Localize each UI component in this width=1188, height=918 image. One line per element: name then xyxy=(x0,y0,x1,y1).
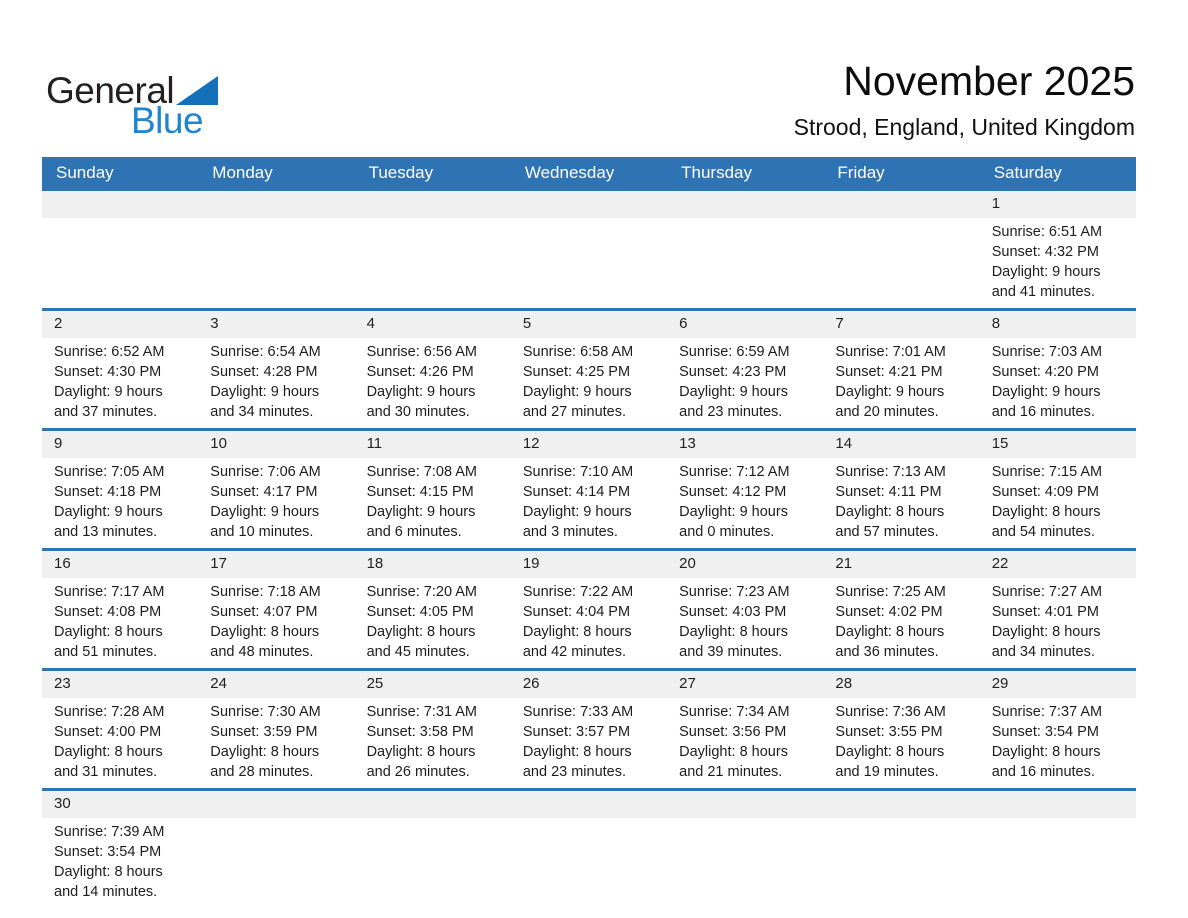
day-number: 11 xyxy=(366,435,383,452)
calendar-day-cell xyxy=(42,818,198,908)
daylight-text-line2: and 45 minutes. xyxy=(366,644,470,660)
sunset-text: Sunset: 4:09 PM xyxy=(991,484,1099,500)
sunset-text: Sunset: 4:23 PM xyxy=(679,364,787,380)
daylight-text-line2: and 34 minutes. xyxy=(991,644,1095,660)
calendar-day-cell xyxy=(355,578,511,668)
sunset-text: Sunset: 4:25 PM xyxy=(522,364,631,380)
daylight-text-line1: Daylight: 9 hours xyxy=(835,384,945,400)
daylight-text-line1: Daylight: 8 hours xyxy=(54,624,163,640)
sunset-text: Sunset: 4:00 PM xyxy=(54,724,162,740)
sunrise-text: Sunrise: 6:58 AM xyxy=(522,344,634,360)
calendar-day-cell xyxy=(667,578,823,668)
daylight-text-line2: and 34 minutes. xyxy=(210,404,314,420)
daylight-text-line1: Daylight: 8 hours xyxy=(54,744,163,760)
calendar-day-cell xyxy=(667,458,823,548)
sunrise-text: Sunrise: 7:10 AM xyxy=(522,464,634,480)
daylight-text-line1: Daylight: 9 hours xyxy=(679,384,788,400)
daylight-text-line2: and 41 minutes. xyxy=(991,284,1095,300)
day-number-band xyxy=(42,431,1136,458)
daylight-text-line1: Daylight: 9 hours xyxy=(54,384,163,400)
day-content-band xyxy=(42,698,1136,788)
sunset-text: Sunset: 4:28 PM xyxy=(210,364,318,380)
calendar-day-cell xyxy=(198,578,354,668)
daylight-text-line1: Daylight: 8 hours xyxy=(835,624,945,640)
daylight-text-line1: Daylight: 9 hours xyxy=(991,264,1101,280)
daylight-text-line2: and 21 minutes. xyxy=(679,764,783,780)
calendar-day-cell xyxy=(980,818,1136,908)
daylight-text-line1: Daylight: 9 hours xyxy=(991,384,1101,400)
daylight-text-line1: Daylight: 9 hours xyxy=(522,384,632,400)
daylight-text-line2: and 19 minutes. xyxy=(835,764,939,780)
calendar-day-cell xyxy=(355,338,511,428)
daylight-text-line2: and 3 minutes. xyxy=(522,524,618,540)
day-number xyxy=(511,191,667,218)
sunset-text: Sunset: 4:15 PM xyxy=(366,484,474,500)
daylight-text-line1: Daylight: 8 hours xyxy=(210,744,320,760)
day-content-band xyxy=(42,818,1136,908)
day-number xyxy=(42,191,198,218)
week-row-3 xyxy=(42,548,1136,668)
calendar-day-cell xyxy=(198,218,354,308)
day-number: 2 xyxy=(54,315,63,332)
calendar-grid xyxy=(42,157,1136,908)
daylight-text-line1: Daylight: 8 hours xyxy=(679,744,788,760)
day-number: 3 xyxy=(210,315,219,332)
daylight-text-line2: and 13 minutes. xyxy=(54,524,158,540)
sunrise-text: Sunrise: 7:01 AM xyxy=(835,344,946,360)
sunrise-text: Sunrise: 7:30 AM xyxy=(210,704,321,720)
calendar-day-cell xyxy=(980,458,1136,548)
sunset-text: Sunset: 4:08 PM xyxy=(54,604,162,620)
day-number xyxy=(355,191,511,218)
day-number xyxy=(355,791,511,818)
daylight-text-line2: and 23 minutes. xyxy=(522,764,627,780)
day-number-band xyxy=(42,551,1136,578)
sunrise-text: Sunrise: 7:17 AM xyxy=(54,584,165,600)
daylight-text-line1: Daylight: 9 hours xyxy=(366,384,476,400)
sunset-text: Sunset: 4:17 PM xyxy=(210,484,318,500)
calendar-day-cell xyxy=(42,218,198,308)
calendar-day-cell xyxy=(511,218,667,308)
week-row-1 xyxy=(42,308,1136,428)
sunset-text: Sunset: 4:14 PM xyxy=(522,484,631,500)
daylight-text-line1: Daylight: 8 hours xyxy=(991,744,1101,760)
calendar-day-cell xyxy=(198,458,354,548)
daylight-text-line2: and 6 minutes. xyxy=(366,524,462,540)
daylight-text-line1: Daylight: 8 hours xyxy=(679,624,788,640)
sunrise-text: Sunrise: 7:05 AM xyxy=(54,464,165,480)
sunrise-text: Sunrise: 7:27 AM xyxy=(991,584,1103,600)
daylight-text-line1: Daylight: 9 hours xyxy=(210,384,320,400)
sunrise-text: Sunrise: 7:03 AM xyxy=(991,344,1103,360)
sunrise-text: Sunrise: 6:52 AM xyxy=(54,344,165,360)
day-number: 25 xyxy=(366,675,384,692)
daylight-text-line2: and 51 minutes. xyxy=(54,644,158,660)
sunset-text: Sunset: 4:12 PM xyxy=(679,484,787,500)
daylight-text-line2: and 54 minutes. xyxy=(991,524,1095,540)
sunset-text: Sunset: 4:20 PM xyxy=(991,364,1099,380)
general-blue-logo xyxy=(46,72,246,147)
daylight-text-line1: Daylight: 8 hours xyxy=(366,744,476,760)
calendar-day-cell xyxy=(42,458,198,548)
sunset-text: Sunset: 3:57 PM xyxy=(522,724,631,740)
day-number xyxy=(198,191,354,218)
daylight-text-line1: Daylight: 9 hours xyxy=(522,504,632,520)
sunrise-text: Sunrise: 7:08 AM xyxy=(366,464,477,480)
calendar-day-cell xyxy=(667,218,823,308)
sunset-text: Sunset: 4:07 PM xyxy=(210,604,318,620)
week-row-0 xyxy=(42,188,1136,308)
day-number: 1 xyxy=(991,195,1001,212)
daylight-text-line1: Daylight: 8 hours xyxy=(991,504,1101,520)
day-number: 21 xyxy=(835,555,853,572)
sunrise-text: Sunrise: 7:13 AM xyxy=(835,464,946,480)
sunrise-text: Sunrise: 7:20 AM xyxy=(366,584,477,600)
calendar-day-cell xyxy=(823,458,979,548)
weekday-label-5: Friday xyxy=(837,162,885,182)
sunrise-text: Sunrise: 7:25 AM xyxy=(835,584,946,600)
sunrise-text: Sunrise: 7:28 AM xyxy=(54,704,165,720)
daylight-text-line1: Daylight: 8 hours xyxy=(991,624,1101,640)
daylight-text-line2: and 48 minutes. xyxy=(210,644,314,660)
calendar-day-cell xyxy=(355,818,511,908)
day-number: 28 xyxy=(835,675,853,692)
day-number: 18 xyxy=(366,555,384,572)
daylight-text-line2: and 39 minutes. xyxy=(679,644,783,660)
day-number: 30 xyxy=(54,795,71,812)
daylight-text-line1: Daylight: 9 hours xyxy=(210,504,320,520)
day-number xyxy=(198,791,354,818)
daylight-text-line2: and 14 minutes. xyxy=(54,884,158,900)
sunset-text: Sunset: 4:05 PM xyxy=(366,604,474,620)
weekday-header-row xyxy=(42,157,1136,188)
day-number: 9 xyxy=(54,435,63,452)
sunrise-text: Sunrise: 6:54 AM xyxy=(210,344,321,360)
week-row-2 xyxy=(42,428,1136,548)
daylight-text-line2: and 36 minutes. xyxy=(835,644,939,660)
daylight-text-line2: and 20 minutes. xyxy=(835,404,939,420)
sunset-text: Sunset: 3:59 PM xyxy=(210,724,318,740)
sunrise-text: Sunrise: 7:36 AM xyxy=(835,704,946,720)
daylight-text-line2: and 26 minutes. xyxy=(366,764,470,780)
calendar-day-cell xyxy=(667,698,823,788)
calendar-day-cell xyxy=(823,818,979,908)
day-number: 13 xyxy=(679,435,696,452)
weekday-label-4: Thursday xyxy=(681,162,753,182)
day-number: 24 xyxy=(210,675,227,692)
daylight-text-line2: and 30 minutes. xyxy=(366,404,470,420)
weekday-label-0: Sunday xyxy=(56,162,114,182)
day-number: 26 xyxy=(522,675,540,692)
day-number: 8 xyxy=(991,315,1001,332)
sunset-text: Sunset: 3:58 PM xyxy=(366,724,474,740)
day-number xyxy=(667,791,823,818)
day-number: 23 xyxy=(54,675,71,692)
sunset-text: Sunset: 3:55 PM xyxy=(835,724,943,740)
daylight-text-line1: Daylight: 9 hours xyxy=(54,504,163,520)
daylight-text-line1: Daylight: 8 hours xyxy=(522,624,632,640)
day-number: 19 xyxy=(522,555,540,572)
day-number xyxy=(511,791,667,818)
calendar-month-title: November 2025 xyxy=(843,58,1135,104)
day-content-band xyxy=(42,218,1136,308)
daylight-text-line2: and 16 minutes. xyxy=(991,404,1095,420)
logo-text-general: General xyxy=(46,70,175,111)
day-number xyxy=(980,791,1136,818)
calendar-day-cell xyxy=(511,698,667,788)
daylight-text-line2: and 23 minutes. xyxy=(679,404,783,420)
day-number: 12 xyxy=(522,435,540,452)
sunrise-text: Sunrise: 7:22 AM xyxy=(522,584,634,600)
day-number: 15 xyxy=(991,435,1009,452)
calendar-day-cell xyxy=(511,818,667,908)
daylight-text-line1: Daylight: 8 hours xyxy=(835,504,945,520)
title-block xyxy=(794,58,1135,141)
calendar-day-cell xyxy=(823,578,979,668)
week-row-4 xyxy=(42,668,1136,788)
calendar-day-cell xyxy=(355,698,511,788)
day-number xyxy=(823,791,979,818)
sunset-text: Sunset: 4:18 PM xyxy=(54,484,162,500)
calendar-day-cell xyxy=(42,698,198,788)
page-header xyxy=(0,0,1188,157)
day-number: 29 xyxy=(991,675,1009,692)
day-number: 5 xyxy=(522,315,532,332)
logo-text-blue: Blue xyxy=(131,100,204,141)
daylight-text-line2: and 0 minutes. xyxy=(679,524,775,540)
sunset-text: Sunset: 4:03 PM xyxy=(679,604,787,620)
calendar-day-cell xyxy=(667,338,823,428)
day-content-band xyxy=(42,578,1136,668)
daylight-text-line2: and 57 minutes. xyxy=(835,524,939,540)
sunset-text: Sunset: 4:04 PM xyxy=(522,604,631,620)
sunset-text: Sunset: 4:26 PM xyxy=(366,364,474,380)
daylight-text-line1: Daylight: 9 hours xyxy=(679,504,788,520)
day-number-band xyxy=(42,311,1136,338)
weekday-label-1: Monday xyxy=(212,162,273,182)
day-number xyxy=(823,191,979,218)
sunrise-text: Sunrise: 7:15 AM xyxy=(991,464,1103,480)
sunrise-text: Sunrise: 7:33 AM xyxy=(522,704,634,720)
calendar-day-cell xyxy=(511,578,667,668)
daylight-text-line2: and 10 minutes. xyxy=(210,524,314,540)
daylight-text-line2: and 31 minutes. xyxy=(54,764,158,780)
sunset-text: Sunset: 4:32 PM xyxy=(991,244,1099,260)
sunrise-text: Sunrise: 7:37 AM xyxy=(991,704,1103,720)
sunset-text: Sunset: 4:11 PM xyxy=(835,484,942,500)
daylight-text-line2: and 27 minutes. xyxy=(522,404,627,420)
daylight-text-line1: Daylight: 8 hours xyxy=(366,624,476,640)
calendar-day-cell xyxy=(823,698,979,788)
day-number: 6 xyxy=(679,315,688,332)
day-content-band xyxy=(42,458,1136,548)
daylight-text-line1: Daylight: 8 hours xyxy=(835,744,945,760)
sunset-text: Sunset: 3:54 PM xyxy=(991,724,1099,740)
calendar-day-cell xyxy=(42,338,198,428)
daylight-text-line2: and 28 minutes. xyxy=(210,764,314,780)
calendar-day-cell xyxy=(355,458,511,548)
day-number: 20 xyxy=(679,555,696,572)
calendar-day-cell xyxy=(823,218,979,308)
day-number: 10 xyxy=(210,435,227,452)
daylight-text-line2: and 42 minutes. xyxy=(522,644,627,660)
sunrise-text: Sunrise: 6:59 AM xyxy=(679,344,790,360)
sunset-text: Sunset: 3:56 PM xyxy=(679,724,787,740)
daylight-text-line1: Daylight: 8 hours xyxy=(522,744,632,760)
day-number xyxy=(667,191,823,218)
sunset-text: Sunset: 4:21 PM xyxy=(835,364,943,380)
daylight-text-line1: Daylight: 8 hours xyxy=(210,624,320,640)
sunset-text: Sunset: 3:54 PM xyxy=(54,844,162,860)
sunrise-text: Sunrise: 7:34 AM xyxy=(679,704,790,720)
weekday-label-6: Saturday xyxy=(993,162,1062,182)
calendar-day-cell xyxy=(198,818,354,908)
sunrise-text: Sunrise: 7:31 AM xyxy=(366,704,477,720)
calendar-day-cell xyxy=(511,338,667,428)
day-number: 7 xyxy=(835,315,844,332)
daylight-text-line1: Daylight: 9 hours xyxy=(366,504,476,520)
day-number: 27 xyxy=(679,675,696,692)
sunset-text: Sunset: 4:30 PM xyxy=(54,364,162,380)
sunset-text: Sunset: 4:01 PM xyxy=(991,604,1099,620)
day-number-band xyxy=(42,671,1136,698)
calendar-day-cell xyxy=(980,338,1136,428)
daylight-text-line2: and 16 minutes. xyxy=(991,764,1095,780)
day-number-band xyxy=(42,191,1136,218)
daylight-text-line1: Daylight: 8 hours xyxy=(54,864,163,880)
calendar-day-cell xyxy=(198,338,354,428)
sunrise-text: Sunrise: 7:18 AM xyxy=(210,584,321,600)
day-number: 4 xyxy=(366,315,375,332)
week-row-5 xyxy=(42,788,1136,908)
day-number: 22 xyxy=(991,555,1009,572)
calendar-day-cell xyxy=(42,578,198,668)
weekday-label-2: Tuesday xyxy=(368,162,434,182)
weekday-label-3: Wednesday xyxy=(524,162,615,182)
calendar-day-cell xyxy=(980,218,1136,308)
day-number: 17 xyxy=(210,555,227,572)
calendar-day-cell xyxy=(198,698,354,788)
day-content-band xyxy=(42,338,1136,428)
sunset-text: Sunset: 4:02 PM xyxy=(835,604,943,620)
sunrise-text: Sunrise: 7:12 AM xyxy=(679,464,790,480)
calendar-day-cell xyxy=(355,218,511,308)
calendar-day-cell xyxy=(980,578,1136,668)
sunrise-text: Sunrise: 7:23 AM xyxy=(679,584,790,600)
calendar-day-cell xyxy=(667,818,823,908)
sunrise-text: Sunrise: 6:51 AM xyxy=(991,224,1103,240)
calendar-location-subtitle: Strood, England, United Kingdom xyxy=(793,114,1135,141)
calendar-day-cell xyxy=(823,338,979,428)
daylight-text-line2: and 37 minutes. xyxy=(54,404,158,420)
day-number-band xyxy=(42,791,1136,818)
sunrise-text: Sunrise: 7:39 AM xyxy=(54,824,165,840)
calendar-day-cell xyxy=(511,458,667,548)
sunrise-text: Sunrise: 7:06 AM xyxy=(210,464,321,480)
calendar-day-cell xyxy=(980,698,1136,788)
sunrise-text: Sunrise: 6:56 AM xyxy=(366,344,477,360)
day-number: 14 xyxy=(835,435,853,452)
day-number: 16 xyxy=(54,555,71,572)
